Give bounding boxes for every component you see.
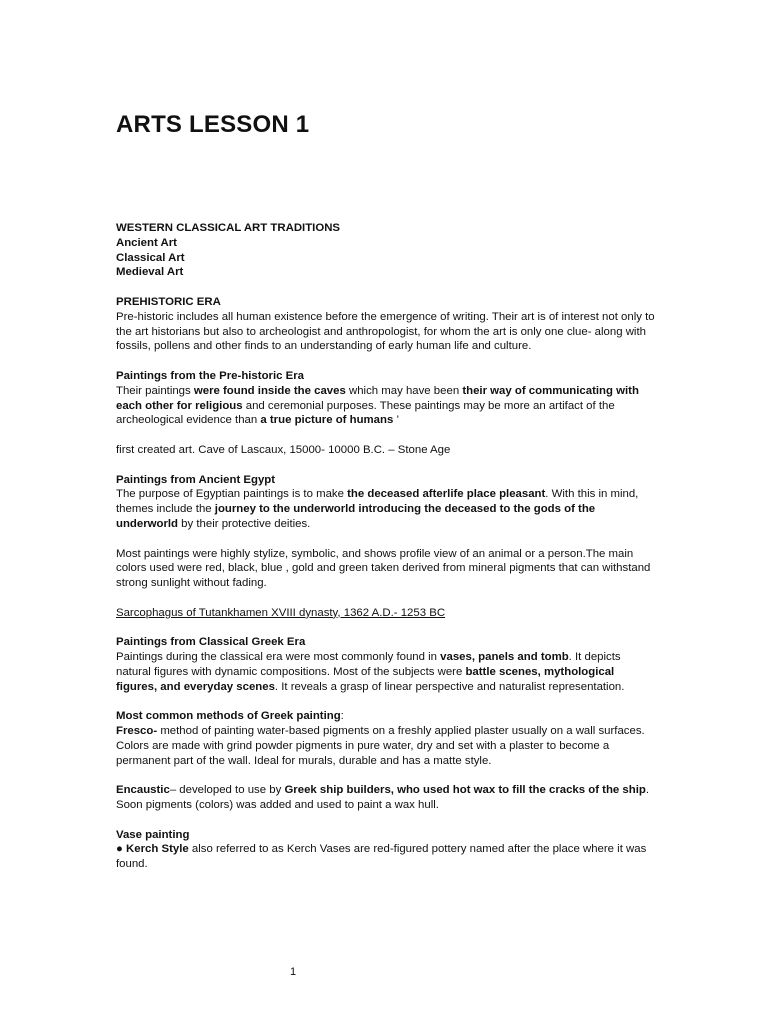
- egypt-colors-paragraph: Most paintings were highly stylize, symbolic, and shows profile view of an animal or a person.The main colors used were red, black, blue , gold and green taken derived from mineral pigments that can withstand strong sunlight without fading.: [116, 547, 651, 590]
- traditions-heading: WESTERN CLASSICAL ART TRADITIONS: [116, 222, 341, 234]
- methods-heading: Most common methods of Greek painting:: [116, 710, 344, 723]
- lascaux-note: first created art. Cave of Lascaux, 15000- 10000 B.C. – Stone Age: [116, 443, 451, 456]
- bullet-icon: ●: [116, 843, 127, 856]
- tutankhamen-caption: Sarcophagus of Tutankhamen XVIII dynasty, 1362 A.D.- 1253 BC: [116, 606, 446, 619]
- prehistoric-paragraph: Pre-historic includes all human existence before the emergence of writing. Their art is of interest not only to the art historians but also to archeologist and anthropologist, for whom the art is only one clue- along with fossils, pollens and other finds to an understanding of early human life and culture.: [116, 310, 655, 353]
- egypt-heading: Paintings from Ancient Egypt: [116, 473, 276, 486]
- kerch-paragraph: ● Kerch Style also referred to as Kerch Vases are red-figured pottery named after the place where it was found.: [116, 843, 647, 871]
- fresco-paragraph: Fresco- method of painting water-based pigments on a freshly applied plaster usually on a wall surfaces. Colors are made with grind powder pigments in pure water, dry and set with a plaster to become a permanent part of the wall. Ideal for murals, durable and has a matte style.: [116, 725, 645, 767]
- tradition-item-ancient: Ancient Art: [116, 236, 177, 249]
- document-body: [116, 221, 656, 872]
- tradition-item-classical: Classical Art: [116, 251, 185, 264]
- egypt-paragraph: The purpose of Egyptian paintings is to make the deceased afterlife place pleasant. With this in mind, themes include the journey to the underworld introducing the deceased to the gods of the underworld by their protective deities.: [116, 488, 639, 530]
- greek-paragraph: Paintings during the classical era were most commonly found in vases, panels and tomb. It depicts natural figures with dynamic compositions. Most of the subjects were battle scenes, mythological figures, and everyday scenes. It reveals a grasp of linear perspective and naturalist representation.: [116, 651, 625, 693]
- prehistoric-paintings-heading: Paintings from the Pre-historic Era: [116, 369, 304, 382]
- prehistoric-heading: PREHISTORIC ERA: [116, 295, 221, 308]
- encaustic-paragraph: Encaustic– developed to use by Greek ship builders, who used hot wax to fill the cracks of the ship. Soon pigments (colors) was added and used to paint a wax hull.: [116, 784, 650, 812]
- vase-heading: Vase painting: [116, 828, 190, 841]
- prehistoric-paintings-paragraph: Their paintings were found inside the caves which may have been their way of communicating with each other for religious and ceremonial purposes. These paintings may be more an artifact of the archeological evidence than a true picture of humans ’: [116, 384, 639, 427]
- page-number: 1: [289, 966, 297, 978]
- tradition-item-medieval: Medieval Art: [116, 266, 184, 279]
- greek-heading: Paintings from Classical Greek Era: [116, 636, 306, 649]
- document-title: ARTS LESSON 1: [116, 111, 310, 138]
